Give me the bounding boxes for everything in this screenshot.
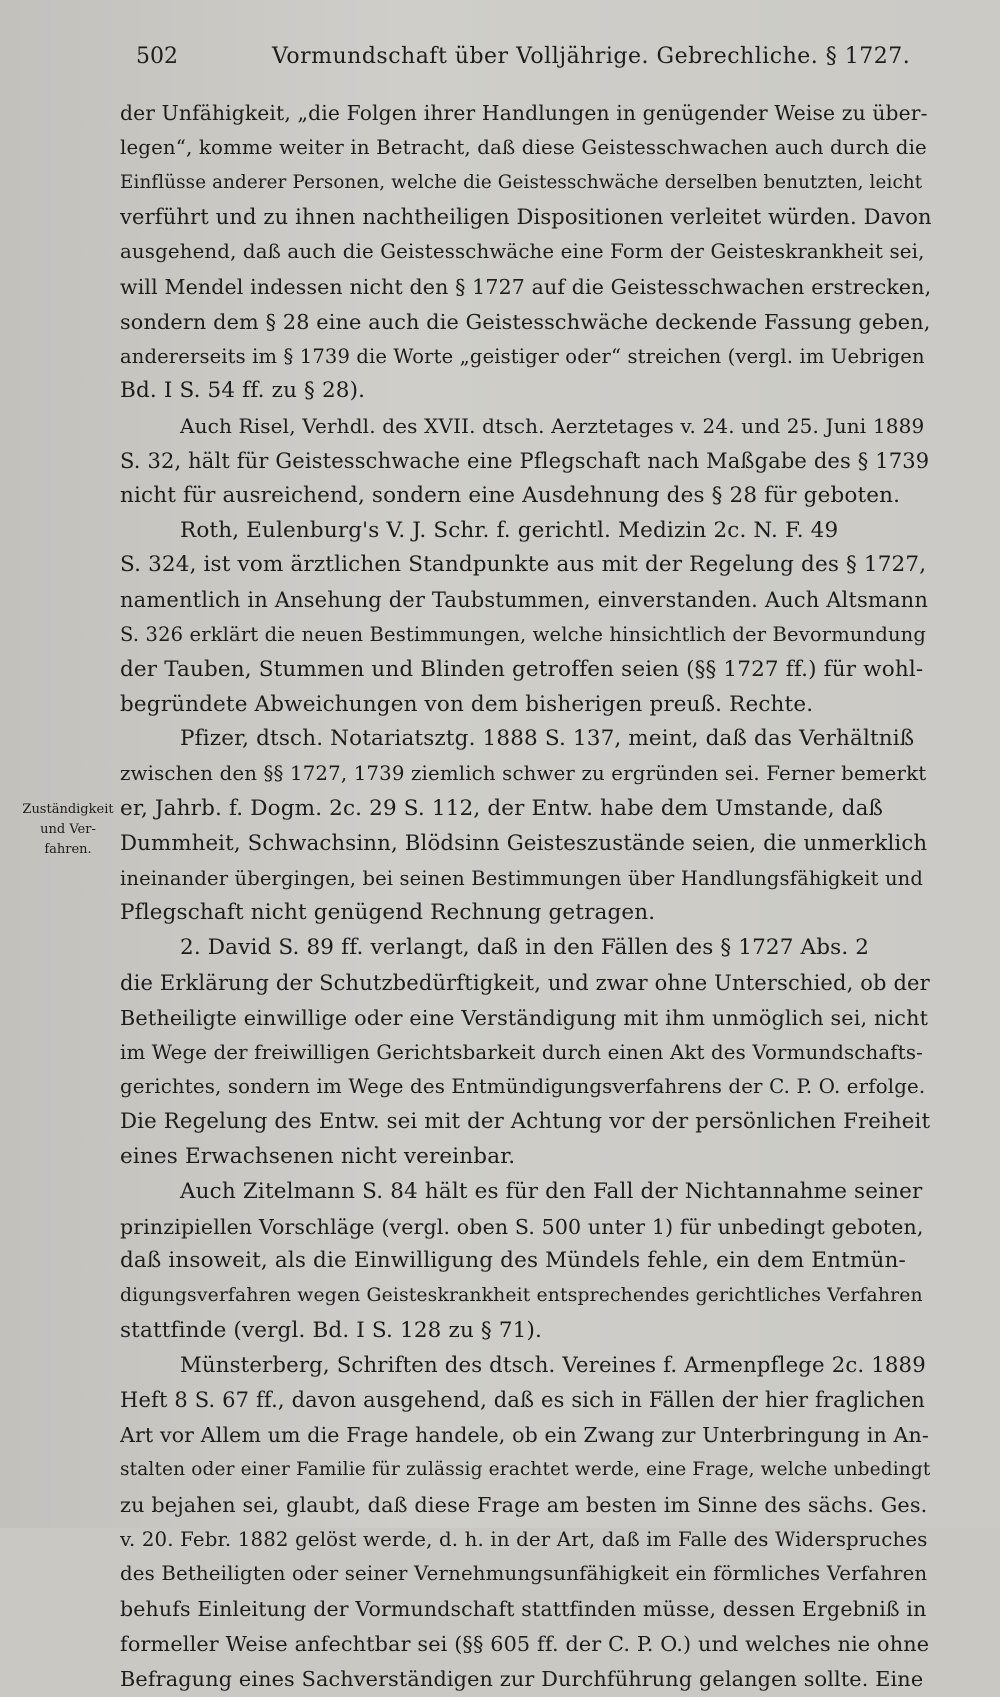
margin-note-line: und Ver- bbox=[40, 822, 96, 837]
text-line: S. 32, hält für Geistesschwache eine Pflegschaft nach Maßgabe des § 1739 bbox=[120, 448, 930, 473]
text-line: stattfinde (vergl. Bd. I S. 128 zu § 71). bbox=[120, 1317, 542, 1343]
text-line: Pfizer, dtsch. Notariatsztg. 1888 S. 137, meint, daß das Verhältniß bbox=[180, 726, 915, 752]
margin-note-line: Zuständigkeit bbox=[22, 802, 114, 817]
text-line: Die Regelung des Entw. sei mit der Achtung vor der persönlichen Freiheit bbox=[120, 1109, 931, 1135]
text-line: verführt und zu ihnen nachtheiligen Dispositionen verleitet würden. Davon bbox=[120, 205, 932, 230]
text-line: prinzipiellen Vorschläge (vergl. oben S. 500 unter 1) für unbedingt geboten, bbox=[120, 1214, 924, 1239]
text-line: die Erklärung der Schutzbedürftigkeit, und zwar ohne Unterschied, ob der bbox=[120, 970, 930, 995]
text-line: begründete Abweichungen von dem bisherigen preuß. Rechte. bbox=[120, 691, 814, 717]
page-header bbox=[136, 44, 916, 80]
text-line: Betheiligte einwillige oder eine Verständigung mit ihm unmöglich sei, nicht bbox=[120, 1005, 929, 1030]
text-line: Münsterberg, Schriften des dtsch. Vereines f. Armenpflege 2c. 1889 bbox=[180, 1352, 926, 1378]
text-line: Art vor Allem um die Frage handele, ob ein Zwang zur Unterbringung in An- bbox=[120, 1423, 929, 1448]
text-line: v. 20. Febr. 1882 gelöst werde, d. h. in der Art, daß im Falle des Widerspruches bbox=[120, 1527, 928, 1551]
page-number: 502 bbox=[136, 44, 178, 69]
text-line: digungsverfahren wegen Geisteskrankheit entsprechendes gerichtliches Verfahren bbox=[120, 1285, 923, 1307]
text-line: S. 324, ist vom ärztlichen Standpunkte aus mit der Regelung des § 1727, bbox=[120, 552, 927, 578]
text-line: Dummheit, Schwachsinn, Blödsinn Geisteszustände seien, die unmerklich bbox=[120, 830, 928, 856]
text-line: Auch Zitelmann S. 84 hält es für den Fall der Nichtannahme seiner bbox=[180, 1178, 923, 1204]
text-line: will Mendel indessen nicht den § 1727 auf die Geistesschwachen erstrecken, bbox=[120, 274, 932, 299]
text-line: legen“, komme weiter in Betracht, daß diese Geistesschwachen auch durch die bbox=[120, 135, 927, 159]
text-line: im Wege der freiwilligen Gerichtsbarkeit durch einen Akt des Vormundschafts- bbox=[120, 1040, 923, 1064]
text-line: zwischen den §§ 1727, 1739 ziemlich schwer zu ergründen sei. Ferner bemerkt bbox=[120, 762, 927, 786]
margin-note bbox=[20, 800, 116, 860]
text-line: des Betheiligten oder seiner Vernehmungsunfähigkeit ein förmliches Verfahren bbox=[120, 1562, 928, 1586]
text-line: gerichtes, sondern im Wege des Entmündigungsverfahrens der C. P. O. erfolge. bbox=[120, 1075, 926, 1099]
text-line: Einflüsse anderer Personen, welche die Geistesschwäche derselben benutzten, leicht bbox=[120, 171, 923, 193]
margin-note-line: fahren. bbox=[44, 842, 92, 857]
text-line: Befragung eines Sachverständigen zur Durchführung gelangen sollte. Eine bbox=[120, 1666, 924, 1691]
text-line: der Tauben, Stummen und Blinden getroffen seien (§§ 1727 ff.) für wohl- bbox=[120, 656, 924, 682]
text-line: daß insoweit, als die Einwilligung des Mündels fehle, ein dem Entmün- bbox=[120, 1248, 906, 1274]
text-line: sondern dem § 28 eine auch die Geistesschwäche deckende Fassung geben, bbox=[120, 309, 931, 334]
text-line: formeller Weise anfechtbar sei (§§ 605 ff. der C. P. O.) und welches nie ohne bbox=[120, 1632, 930, 1657]
text-line: der Unfähigkeit, „die Folgen ihrer Handlungen in genügender Weise zu über- bbox=[120, 101, 928, 125]
text-line: er, Jahrb. f. Dogm. 2c. 29 S. 112, der Entw. habe dem Umstande, daß bbox=[120, 795, 884, 821]
running-head: Vormundschaft über Volljährige. Gebrechliche. § 1727. bbox=[272, 44, 911, 69]
text-line: zu bejahen sei, glaubt, daß diese Frage am besten im Sinne des sächs. Ges. bbox=[120, 1492, 928, 1517]
text-line: behufs Einleitung der Vormundschaft stattfinden müsse, dessen Ergebniß in bbox=[120, 1597, 927, 1622]
body-text bbox=[120, 96, 932, 1697]
text-line: eines Erwachsenen nicht vereinbar. bbox=[120, 1143, 516, 1169]
text-line: Auch Risel, Verhdl. des XVII. dtsch. Aerztetages v. 24. und 25. Juni 1889 bbox=[180, 414, 925, 439]
text-line: Roth, Eulenburg's V. J. Schr. f. gerichtl. Medizin 2c. N. F. 49 bbox=[180, 517, 839, 543]
text-line: Pflegschaft nicht genügend Rechnung getragen. bbox=[120, 900, 656, 926]
text-line: Bd. I S. 54 ff. zu § 28). bbox=[120, 378, 366, 404]
text-line: S. 326 erklärt die neuen Bestimmungen, welche hinsichtlich der Bevormundung bbox=[120, 622, 926, 646]
text-line: Heft 8 S. 67 ff., davon ausgehend, daß es sich in Fällen der hier fraglichen bbox=[120, 1388, 925, 1413]
text-line: 2. David S. 89 ff. verlangt, daß in den Fällen des § 1727 Abs. 2 bbox=[180, 935, 870, 961]
text-line: ausgehend, daß auch die Geistesschwäche eine Form der Geisteskrankheit sei, bbox=[120, 240, 925, 264]
text-line: stalten oder einer Familie für zulässig erachtet werde, eine Frage, welche unbedingt bbox=[120, 1459, 931, 1481]
text-line: nicht für ausreichend, sondern eine Ausdehnung des § 28 für geboten. bbox=[120, 482, 901, 508]
text-line: ineinander übergingen, bei seinen Bestimmungen über Handlungsfähigkeit und bbox=[120, 866, 924, 890]
text-line: andererseits im § 1739 die Worte „geistiger oder“ streichen (vergl. im Uebrigen bbox=[120, 344, 925, 368]
text-line: namentlich in Ansehung der Taubstummen, einverstanden. Auch Altsmann bbox=[120, 588, 929, 613]
